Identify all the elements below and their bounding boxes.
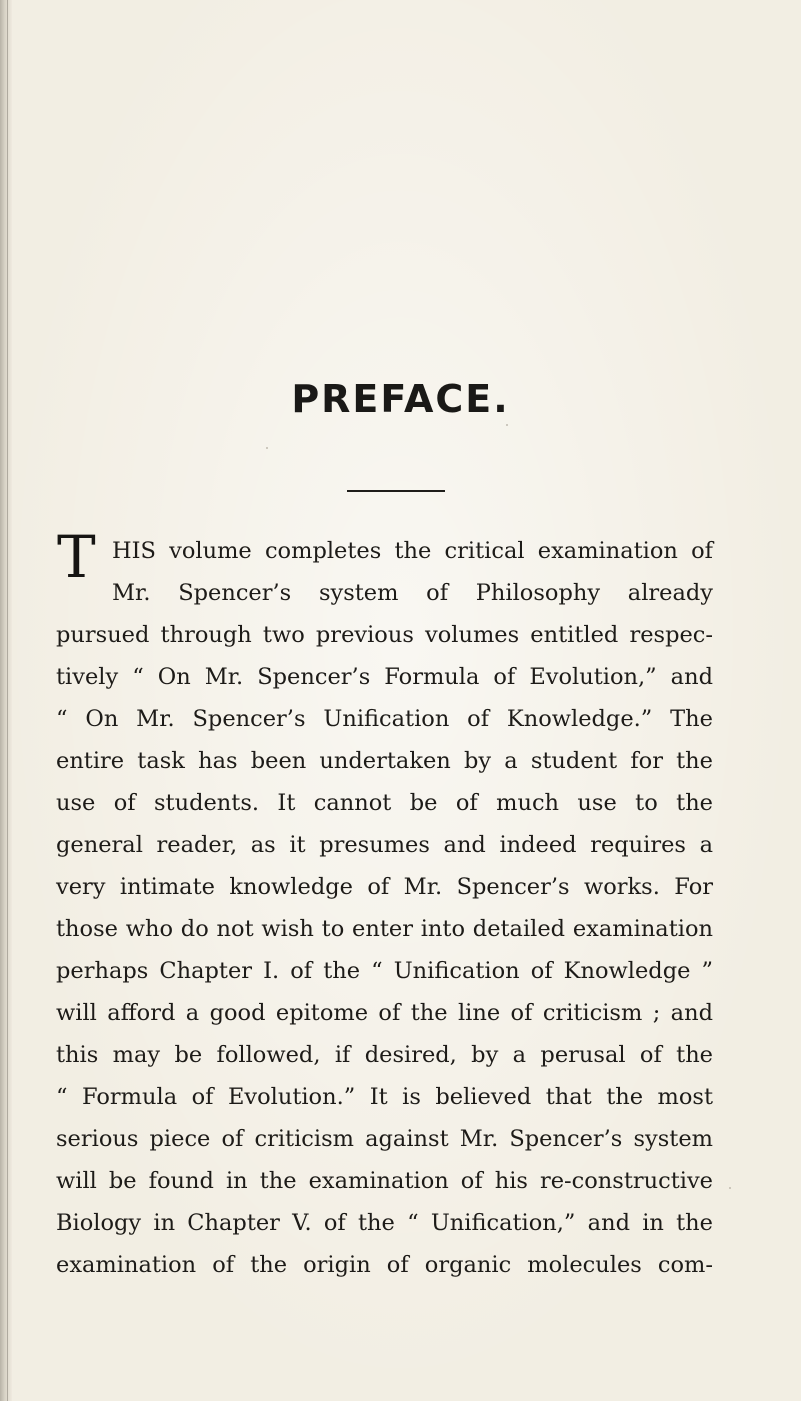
paragraph-line: “ On Mr. Spencer’s Unification of Knowledge.” The [56, 706, 713, 732]
title-rule [347, 490, 445, 492]
paragraph-line: serious piece of criticism against Mr. Spencer’s system [56, 1126, 713, 1152]
paragraph-line: this may be followed, if desired, by a perusal of the [56, 1042, 713, 1068]
paragraph-line: HIS volume completes the critical examination of [112, 538, 713, 564]
paragraph-line: perhaps Chapter I. of the “ Unification of Knowledge ” [56, 958, 713, 984]
paragraph-line: tively “ On Mr. Spencer’s Formula of Evolution,” and [56, 664, 713, 690]
binding-edge-line [7, 0, 8, 1401]
binding-edge [0, 0, 12, 1401]
paragraph-line: entire task has been undertaken by a student for the [56, 748, 713, 774]
paragraph-line: those who do not wish to enter into detailed examination [56, 916, 713, 942]
paragraph-line: use of students. It cannot be of much use to the [56, 790, 713, 816]
paragraph-line: very intimate knowledge of Mr. Spencer’s works. For [56, 874, 713, 900]
paper-speck [266, 447, 268, 449]
paragraph-line: pursued through two previous volumes entitled respec- [56, 622, 713, 648]
paragraph-line: will afford a good epitome of the line of criticism ; and [56, 1000, 713, 1026]
paper-speck [729, 1187, 731, 1189]
paper-speck [506, 424, 508, 426]
page-title: PREFACE. [291, 377, 510, 421]
paragraph-line: “ Formula of Evolution.” It is believed that the most [56, 1084, 713, 1110]
paragraph-line: will be found in the examination of his re-constructive [56, 1168, 713, 1194]
drop-cap: T [57, 523, 96, 591]
paragraph-line: Biology in Chapter V. of the “ Unification,” and in the [56, 1210, 713, 1236]
paragraph-line: Mr. Spencer’s system of Philosophy already [112, 580, 713, 606]
paragraph-line: examination of the origin of organic molecules com- [56, 1252, 713, 1278]
paragraph-line: general reader, as it presumes and indeed requires a [56, 832, 713, 858]
